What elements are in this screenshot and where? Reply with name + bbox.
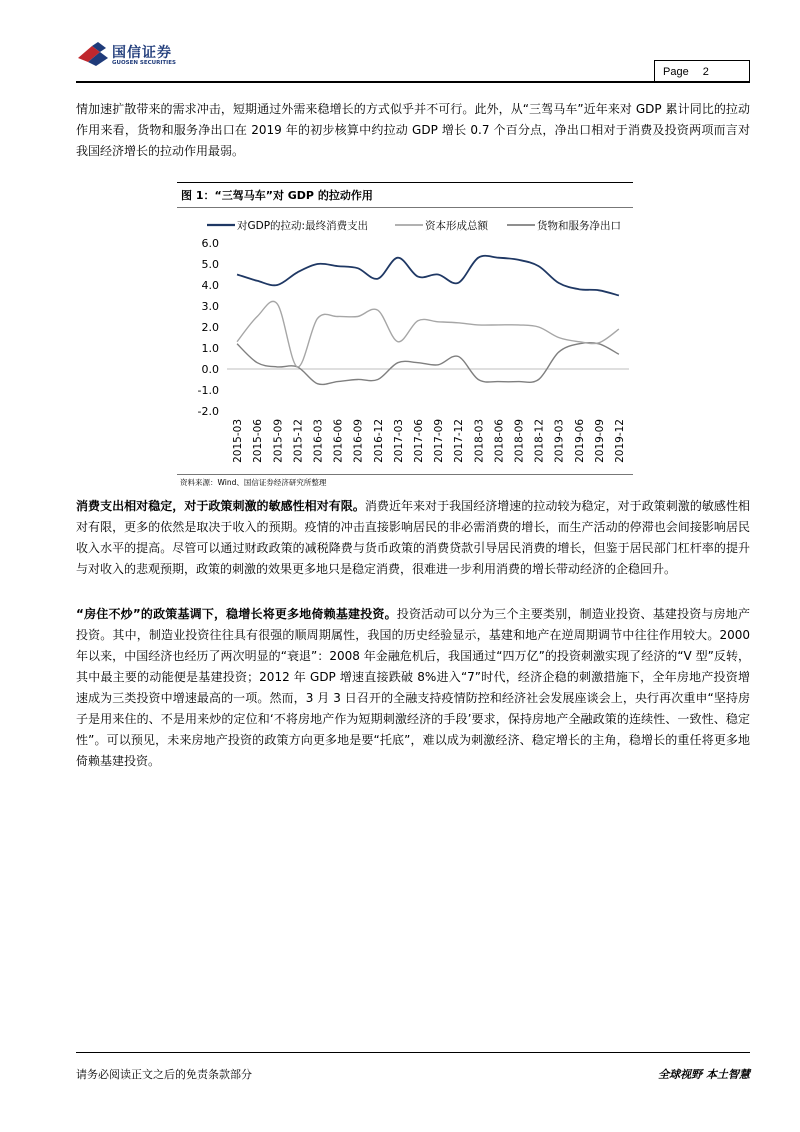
x-tick-label: 2016-03 [312,419,325,463]
x-tick-label: 2019-09 [593,419,606,463]
x-tick-label: 2017-12 [453,419,466,463]
paragraph-3-lead: “房住不炒”的政策基调下，稳增长将更多地倚赖基建投资。 [76,607,397,621]
y-tick-label: 0.0 [201,363,219,376]
x-tick-label: 2018-06 [493,419,506,463]
guosen-logo-icon [76,40,110,66]
paragraph-1: 情加速扩散带来的需求冲击，短期通过外需来稳增长的方式似乎并不可行。此外，从“三驾马车”近年来对 GDP 累计同比的拉动作用来看，货物和服务净出口在 2019 年的初步核算中约拉动 GDP 增长 0.7 个百分点，净出口相对于消费及投资两项而言对我国经济增长的拉动作用最弱。 [76,102,750,158]
y-tick-label: 5.0 [201,258,219,271]
brand-name-cn: 国信证券 [112,45,172,61]
paragraph-2-body: 消费近年来对于我国经济增速的拉动较为稳定，对于政策刺激的敏感性相对有限，更多的依然是取决于收入的预期。疫情的冲击直接影响居民的非必需消费的增长，而生产活动的停滞也会间接影响居民收入水平的提高。尽管可以通过财政政策的减税降费与货币政策的消费贷款引导居民消费的增长，但鉴于居民部门杠杆率的提升与对收入的悲观预期，政策的刺激的效果更多地只是稳定消费，很难进一步利用消费的增长带动经济的企稳回升。 [76,499,750,576]
figure-bottom-rule [177,474,633,475]
x-tick-label: 2017-03 [392,419,405,463]
y-tick-label: -1.0 [197,384,219,397]
x-tick-label: 2015-09 [272,419,285,463]
y-tick-label: 1.0 [201,342,219,355]
legend-label-3: 货物和服务净出口 [537,220,621,232]
x-tick-label: 2019-06 [573,419,586,463]
figure-source: 资料来源：Wind、国信证券经济研究所整理 [180,478,327,487]
page-number: 2 [702,66,709,78]
paragraph-2 [76,496,750,580]
figure-title-rule [177,207,633,208]
series-line-2 [237,301,619,367]
x-tick-label: 2019-12 [613,419,626,463]
page-label: Page [663,66,689,78]
series-line-1 [237,256,619,296]
page-header [76,36,750,82]
x-tick-label: 2018-03 [473,419,486,463]
legend-label-1: 对GDP的拉动:最终消费支出 [237,220,369,232]
header-rule [76,81,750,83]
guosen-logo [76,36,206,72]
x-tick-label: 2015-12 [292,419,305,463]
figure-title: 图 1：“三驾马车”对 GDP 的拉动作用 [181,189,373,202]
legend-label-2: 资本形成总额 [425,220,488,232]
y-tick-label: 2.0 [201,321,219,334]
x-tick-label: 2019-03 [553,419,566,463]
gdp-contribution-chart [177,213,633,473]
footer-disclaimer: 请务必阅读正文之后的免责条款部分 [76,1068,252,1081]
paragraph-3-body: 投资活动可以分为三个主要类别，制造业投资、基建投资与房地产投资。其中，制造业投资往往具有很强的顺周期属性，我国的历史经验显示，基建和地产在逆周期调节中往往作用较大。2000 年以来，中国经济也经历了两次明显的“衰退”：2008 年金融危机后，我国通过“四万亿”的投资刺激实现了经济的“V 型”反转，其中最主要的动能便是基建投资；2012 年 GDP 增速直接跌破 8%进入“7”时代，经济企稳的刺激措施下，全年房地产投资增速成为三类投资中增速最高的一项。然而，3 月 3 日召开的全融支持疫情防控和经济社会发展座谈会上，央行再次重申“坚持房子是用来住的、不是用来炒的定位和‘不将房地产作为短期刺激经济的手段’要求，保持房地产全融政策的连续性、一致性、稳定性”。可以预见，未来房地产投资的政策方向更多地是要“托底”，难以成为刺激经济、稳定增长的主角，稳增长的重任将更多地倚赖基建投资。 [76,607,750,768]
figure-top-rule [177,182,633,183]
x-tick-label: 2016-06 [332,419,345,463]
chart-svg [177,213,633,473]
brand-name-en: GUOSEN SECURITIES [112,60,176,66]
x-tick-label: 2016-09 [352,419,365,463]
x-tick-label: 2017-06 [412,419,425,463]
x-tick-label: 2015-03 [232,419,245,463]
paragraph-2-lead: 消费支出相对稳定，对于政策刺激的敏感性相对有限。 [76,499,365,513]
x-tick-label: 2018-12 [533,419,546,463]
y-tick-label: -2.0 [197,405,219,418]
y-tick-label: 3.0 [201,300,219,313]
y-tick-label: 6.0 [201,237,219,250]
x-tick-label: 2015-06 [252,419,265,463]
x-tick-label: 2016-12 [372,419,385,463]
x-tick-label: 2018-09 [513,419,526,463]
footer-rule [76,1052,750,1053]
page-indicator [654,60,750,82]
x-tick-label: 2017-09 [433,419,446,463]
paragraph-3 [76,604,750,772]
footer-slogan: 全球视野 本土智慧 [658,1068,750,1081]
y-tick-label: 4.0 [201,279,219,292]
